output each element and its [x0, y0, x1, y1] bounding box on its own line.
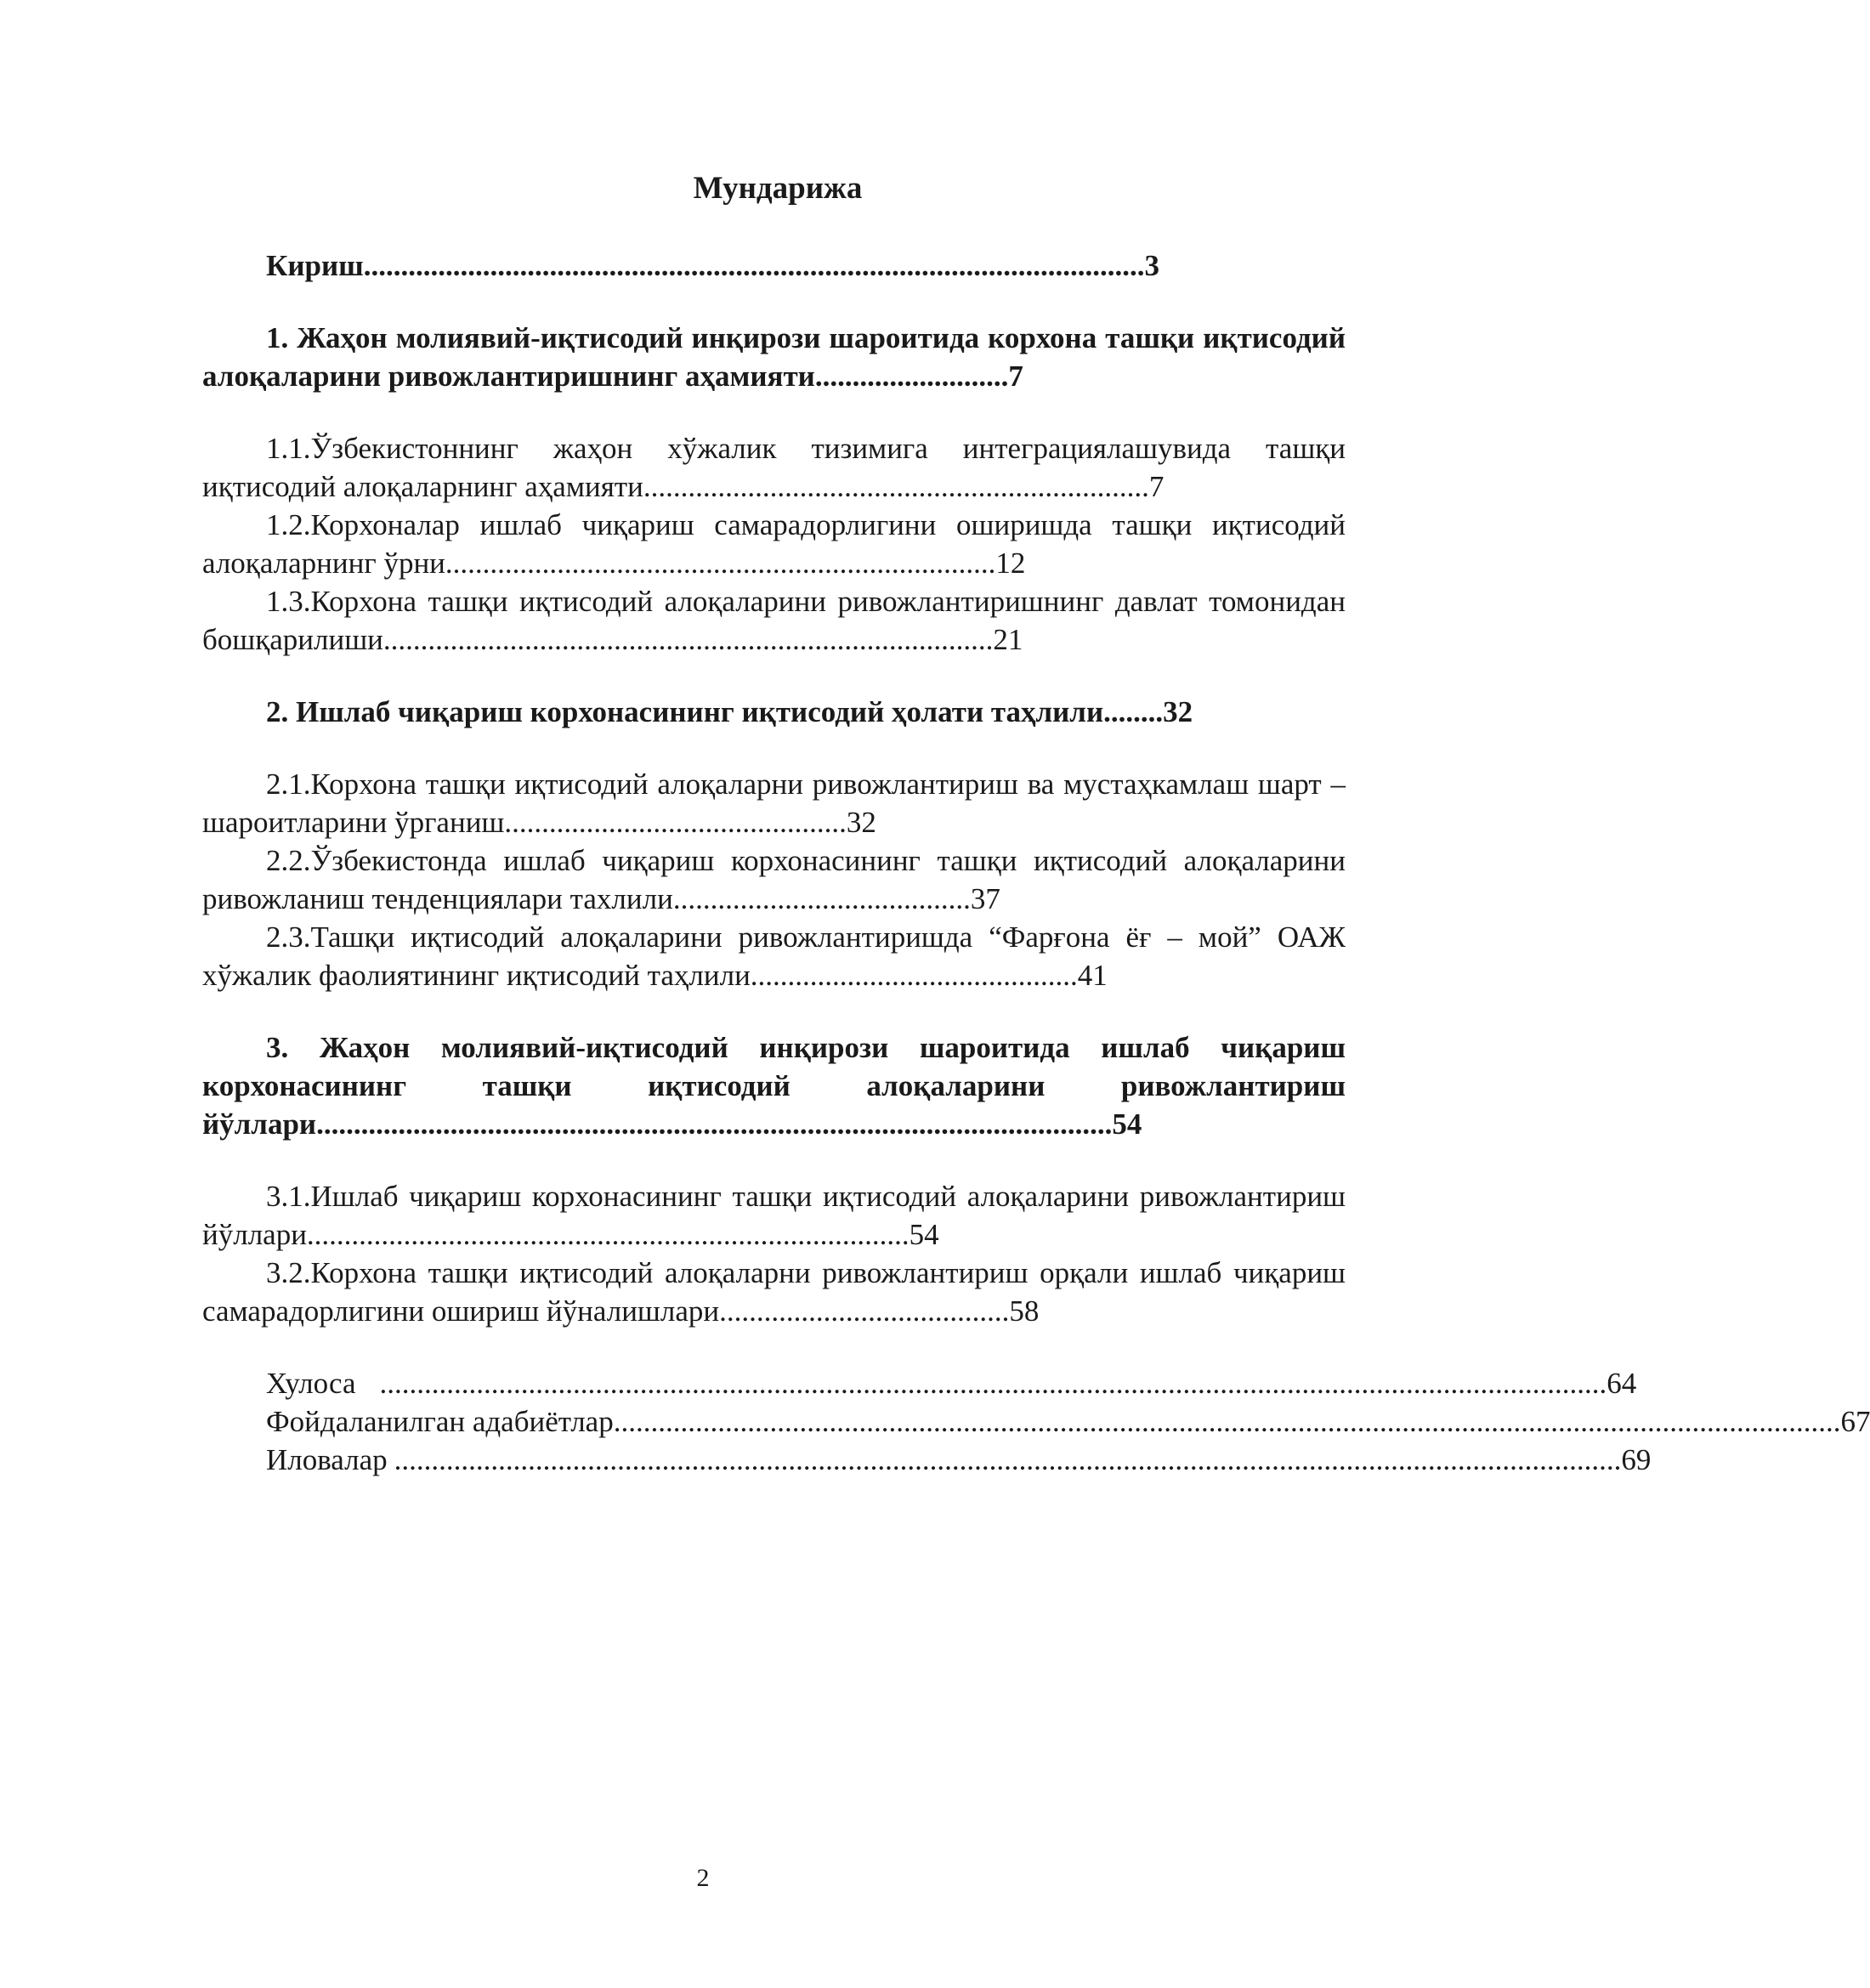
toc-entry-page: 69	[1621, 1443, 1652, 1476]
toc-entry-bibliography	[266, 1402, 1870, 1441]
toc-entry-label: Хулоса	[266, 1367, 356, 1400]
toc-entry-chapter-1	[202, 319, 1346, 395]
toc-entry-chapter-3	[202, 1028, 1346, 1143]
toc-entry-section-1-2	[202, 506, 1346, 582]
toc-entry-text: 2. Ишлаб чиқариш корхонасининг иқтисодий ҳолати таҳлили........32	[266, 695, 1193, 728]
toc-entry-text: 2.2.Ўзбекистонда ишлаб чиқариш корхонасининг ташқи иқтисодий алоқаларини ривожланиш тенденциялари тахлили........................................37	[202, 844, 1346, 915]
toc-entry-text: 1.1.Ўзбекистоннинг жаҳон хўжалик тизимига интеграциялашувида ташқи иқтисодий алоқаларнинг аҳамияти....................................................................7	[202, 432, 1346, 503]
toc-entry-appendices	[266, 1441, 1652, 1479]
toc-entry-text: 3. Жаҳон молиявий-иқтисодий инқирози шароитида ишлаб чиқариш корхонасининг ташқи иқтисодий алоқаларини ривожлантириш йўллари...........................................................................................................54	[202, 1031, 1346, 1141]
toc-entry-page: 64	[1606, 1367, 1637, 1400]
toc-entry-label: Иловалар	[266, 1443, 388, 1476]
toc-entry-text: 2.1.Корхона ташқи иқтисодий алоқаларни ривожлантириш ва мустаҳкамлаш шарт – шароитларини ўрганиш..............................................32	[202, 767, 1346, 839]
toc-entry-text: 2.3.Ташқи иқтисодий алоқаларини ривожлантиришда “Фарғона ёғ – мой” ОАЖ хўжалик фаолиятининг иқтисодий таҳлили............................................41	[202, 920, 1346, 992]
toc-entry-label: Фойдаланилган адабиётлар	[266, 1405, 614, 1438]
toc-entry-section-2-2	[202, 841, 1346, 918]
toc-entry-text: 3.1.Ишлаб чиқариш корхонасининг ташқи иқтисодий алоқаларини ривожлантириш йўллари.................................................................................54	[202, 1180, 1346, 1251]
toc-entry-section-3-1	[202, 1177, 1346, 1254]
table-of-contents	[202, 246, 1870, 1479]
toc-entry-conclusion	[266, 1364, 1637, 1402]
dot-leader: .....................................................................................................................................................................	[613, 1405, 1841, 1438]
toc-entry-introduction	[202, 246, 1346, 285]
toc-entry-section-3-2	[202, 1254, 1346, 1330]
toc-entry-page: 67	[1840, 1405, 1870, 1438]
toc-entry-section-2-1	[202, 765, 1346, 841]
toc-end-items	[202, 1364, 1870, 1479]
toc-entry-text: 1. Жаҳон молиявий-иқтисодий инқирози шароитида корхона ташқи иқтисодий алоқаларини ривожлантиришнинг аҳамияти..........................7	[202, 321, 1346, 393]
toc-entry-text: Кириш.........................................................................................................3	[266, 249, 1159, 282]
page-number: 2	[696, 1864, 710, 1892]
toc-entry-text: 1.3.Корхона ташқи иқтисодий алоқаларини ривожлантиришнинг давлат томонидан бошқарилиши..................................................................................21	[202, 585, 1346, 656]
toc-entry-section-1-3	[202, 582, 1346, 659]
dot-leader: .....................................................................................................................................................................	[379, 1367, 1607, 1400]
toc-entry-section-1-1	[202, 429, 1346, 506]
toc-entry-text: 1.2.Корхоналар ишлаб чиқариш самарадорлигини оширишда ташқи иқтисодий алоқаларнинг ўрни..........................................................................12	[202, 508, 1346, 580]
toc-entry-text: 3.2.Корхона ташқи иқтисодий алоқаларни ривожлантириш орқали ишлаб чиқариш самарадорлигини ошириш йўналишлари.......................................58	[202, 1256, 1346, 1328]
toc-entry-chapter-2	[202, 693, 1346, 731]
dot-leader: .....................................................................................................................................................................	[394, 1443, 1622, 1476]
toc-entry-section-2-3	[202, 918, 1346, 994]
page-title: Мундарижа	[693, 171, 863, 206]
